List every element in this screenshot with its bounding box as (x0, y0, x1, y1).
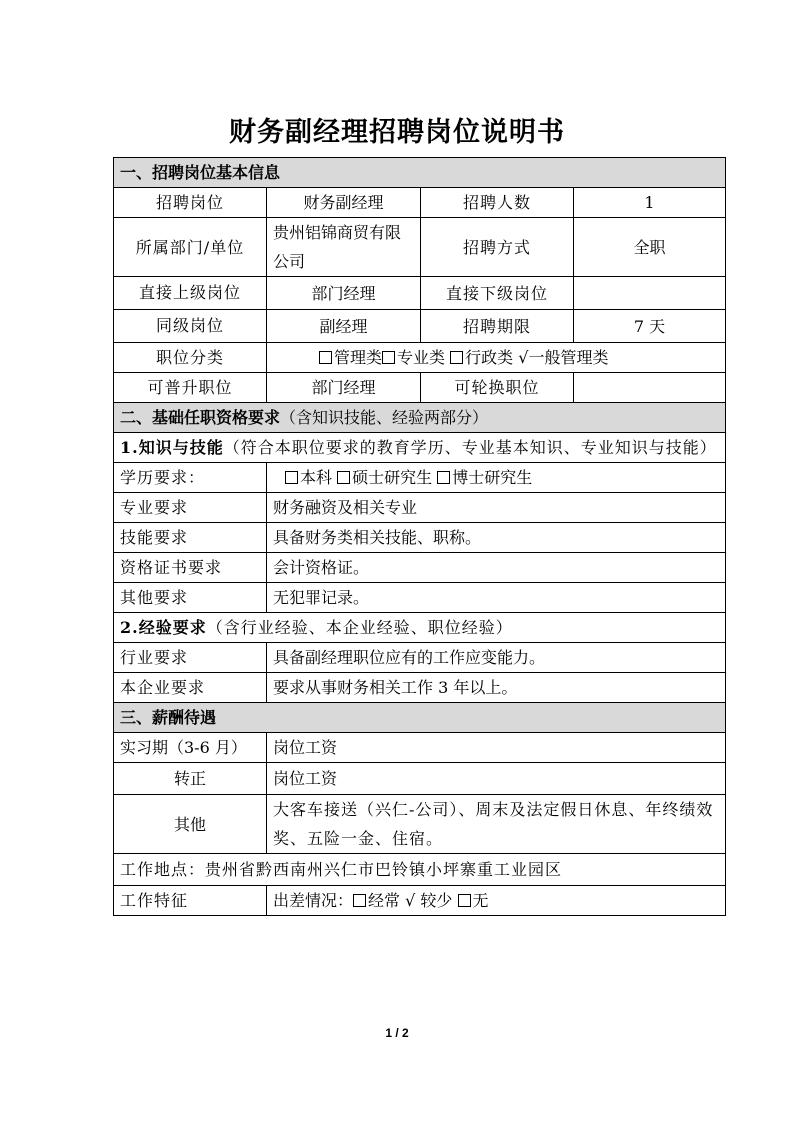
page-title: 财务副经理招聘岗位说明书 (229, 117, 565, 148)
industry-value: 具备副经理职位应有的工作应变能力。 (267, 643, 726, 673)
peer-value: 副经理 (267, 310, 421, 343)
work-location: 工作地点：贵州省黔西南州兴仁市巴铃镇小坪寨重工业园区 (114, 854, 726, 886)
section2-heading-note: （含知识技能、经验两部分） (280, 408, 489, 427)
rotate-value (574, 373, 726, 403)
knowledge-heading (114, 433, 726, 463)
major-value: 财务融资及相关专业 (267, 493, 726, 523)
dept-label: 所属部门/单位 (114, 218, 267, 277)
feature-option: 较少 (420, 891, 453, 910)
company-label: 本企业要求 (114, 673, 267, 703)
checkbox-icon (285, 471, 298, 484)
section-header (114, 158, 726, 188)
section1-heading: 一、招聘岗位基本信息 (114, 158, 726, 188)
promote-value: 部门经理 (267, 373, 421, 403)
other-req-label: 其他要求 (114, 583, 267, 613)
other-req-value: 无犯罪记录。 (267, 583, 726, 613)
intern-value: 岗位工资 (267, 733, 726, 763)
category-option: 行政类 (465, 348, 514, 367)
check-mark-icon: √ (518, 348, 529, 367)
education-option: 硕士研究生 (352, 468, 433, 487)
intern-label: 实习期（3-6 月） (114, 733, 267, 763)
period-value: 7 天 (574, 310, 726, 343)
section2-heading-title: 二、基础任职资格要求 (120, 408, 281, 427)
checkbox-icon (382, 351, 395, 364)
major-label: 专业要求 (114, 493, 267, 523)
education-option: 本科 (300, 468, 333, 487)
checkbox-icon (353, 894, 366, 907)
category-option: 管理类 (334, 348, 383, 367)
experience-title: 2.经验要求 (120, 618, 207, 637)
section3-heading: 三、薪酬待遇 (114, 703, 726, 733)
checkbox-icon (450, 351, 463, 364)
regular-label: 转正 (114, 763, 267, 795)
method-label: 招聘方式 (421, 218, 574, 277)
count-label: 招聘人数 (421, 188, 574, 218)
post-value: 财务副经理 (267, 188, 421, 218)
skill-value: 具备财务类相关技能、职称。 (267, 523, 726, 553)
industry-label: 行业要求 (114, 643, 267, 673)
checkbox-icon (458, 894, 471, 907)
cert-value: 会计资格证。 (267, 553, 726, 583)
peer-label: 同级岗位 (114, 310, 267, 343)
page-number: 1 / 2 (385, 1026, 409, 1040)
feature-value (267, 886, 726, 916)
superior-label: 直接上级岗位 (114, 277, 267, 310)
category-option: 专业类 (397, 348, 446, 367)
education-option: 博士研究生 (452, 468, 533, 487)
experience-note: （含行业经验、本企业经验、职位经验） (206, 618, 513, 637)
job-description-table (113, 157, 726, 916)
company-value: 要求从事财务相关工作 3 年以上。 (267, 673, 726, 703)
category-options (267, 343, 726, 373)
check-mark-icon: √ (405, 891, 416, 910)
rotate-label: 可轮换职位 (421, 373, 574, 403)
checkbox-icon (437, 471, 450, 484)
experience-heading (114, 613, 726, 643)
post-label: 招聘岗位 (114, 188, 267, 218)
regular-value: 岗位工资 (267, 763, 726, 795)
superior-value: 部门经理 (267, 277, 421, 310)
subordinate-value (574, 277, 726, 310)
promote-label: 可普升职位 (114, 373, 267, 403)
checkbox-icon (337, 471, 350, 484)
period-label: 招聘期限 (421, 310, 574, 343)
benefits-value: 大客车接送（兴仁-公司）、周末及法定假日休息、年终绩效奖、五险一金、住宿。 (267, 795, 726, 854)
feature-prefix: 出差情况： (273, 891, 354, 910)
subordinate-label: 直接下级岗位 (421, 277, 574, 310)
count-value: 1 (574, 188, 726, 218)
checkbox-icon (319, 351, 332, 364)
knowledge-title: 1.知识与技能 (120, 438, 224, 457)
benefits-label: 其他 (114, 795, 267, 854)
feature-label: 工作特征 (114, 886, 267, 916)
category-selected: 一般管理类 (528, 348, 609, 367)
knowledge-note: （符合本职位要求的教育学历、专业基本知识、专业知识与技能） (223, 438, 717, 457)
education-options (267, 463, 726, 493)
section-header (114, 703, 726, 733)
category-label: 职位分类 (114, 343, 267, 373)
cert-label: 资格证书要求 (114, 553, 267, 583)
education-label: 学历要求： (114, 463, 267, 493)
dept-value: 贵州铝锦商贸有限公司 (267, 218, 421, 277)
feature-option: 无 (472, 891, 489, 910)
feature-option: 经常 (368, 891, 401, 910)
section2-heading (114, 403, 726, 433)
method-value: 全职 (574, 218, 726, 277)
skill-label: 技能要求 (114, 523, 267, 553)
section-header (114, 403, 726, 433)
